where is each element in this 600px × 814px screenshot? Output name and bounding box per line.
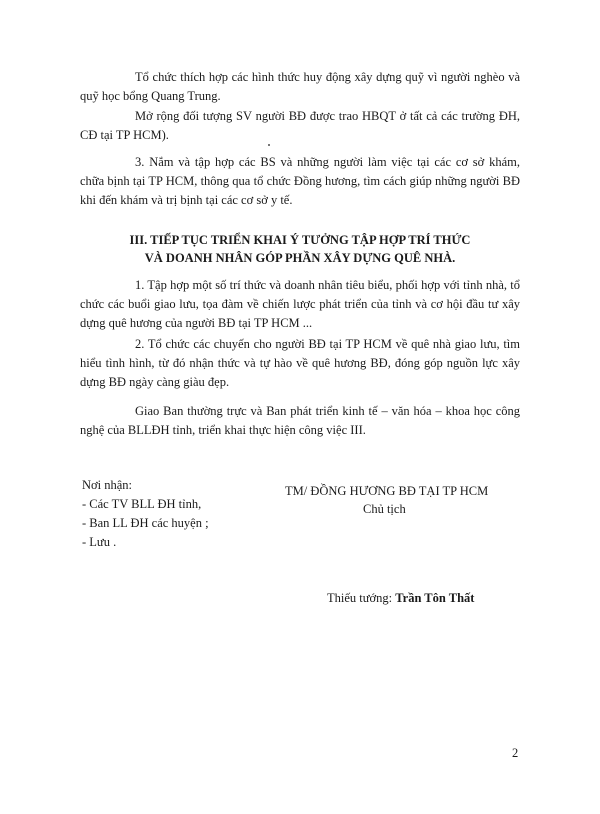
signature-role: Chủ tịch [363,502,406,516]
recipients-block [82,476,209,552]
recipient-item: - Các TV BLL ĐH tỉnh, [82,497,202,511]
paragraph-trips: 2. Tổ chức các chuyến cho người BĐ tại TP HCM về quê nhà giao lưu, tìm hiểu tình hình, từ đó nhận thức và tự hào về quê hương BĐ, đóng góp nguồn lực xây dựng BĐ ngày càng giàu đẹp. [80,337,520,389]
paragraph-medical: 3. Nắm và tập hợp các BS và những người làm việc tại các cơ sở khám, chữa bịnh tại TP HCM, thông qua tổ chức Đồng hương, tìm cách giúp những người BĐ khi đến khám và trị bịnh tại các cơ sở y tế. [80,155,520,207]
section-heading-line2: VÀ DOANH NHÂN GÓP PHẦN XÂY DỰNG QUÊ NHÀ. [144,251,456,265]
recipients-title: Nơi nhận: [82,478,133,492]
scan-speck [268,144,270,146]
page-number: 2 [512,746,519,760]
recipient-item: - Lưu . [82,535,117,549]
paragraph-scholarship: Mở rộng đối tượng SV người BĐ được trao HBQT ở tất cả các trường ĐH, CĐ tại TP HCM). [80,109,520,142]
signer-name: Trần Tôn Thất [395,591,475,605]
signature-org: TM/ ĐỒNG HƯƠNG BĐ TẠI TP HCM [285,484,489,498]
paragraph-intellectuals: 1. Tập hợp một số trí thức và doanh nhân tiêu biểu, phối hợp với tỉnh nhà, tổ chức các buổi giao lưu, tọa đàm về chiến lược phát triển của tỉnh và cơ hội đầu tư xây dựng quê hương của người BĐ tại TP HCM ... [80,278,520,330]
paragraph-assignment: Giao Ban thường trực và Ban phát triển kinh tế – văn hóa – khoa học công nghệ của BLLĐH tỉnh, triển khai thực hiện công việc III. [80,404,520,437]
paragraph-fundraising: Tổ chức thích hợp các hình thức huy động xây dựng quỹ vì người nghèo và quỹ học bổng Quang Trung. [80,70,520,103]
signature-block [285,482,525,518]
section-heading [80,231,520,267]
recipient-item: - Ban LL ĐH các huyện ; [82,516,209,530]
signer-rank: Thiếu tướng: [327,591,393,605]
section-heading-line1: III. TIẾP TỤC TRIỂN KHAI Ý TƯỞNG TẬP HỢP TRÍ THỨC [129,233,471,247]
signer-line [327,591,474,606]
